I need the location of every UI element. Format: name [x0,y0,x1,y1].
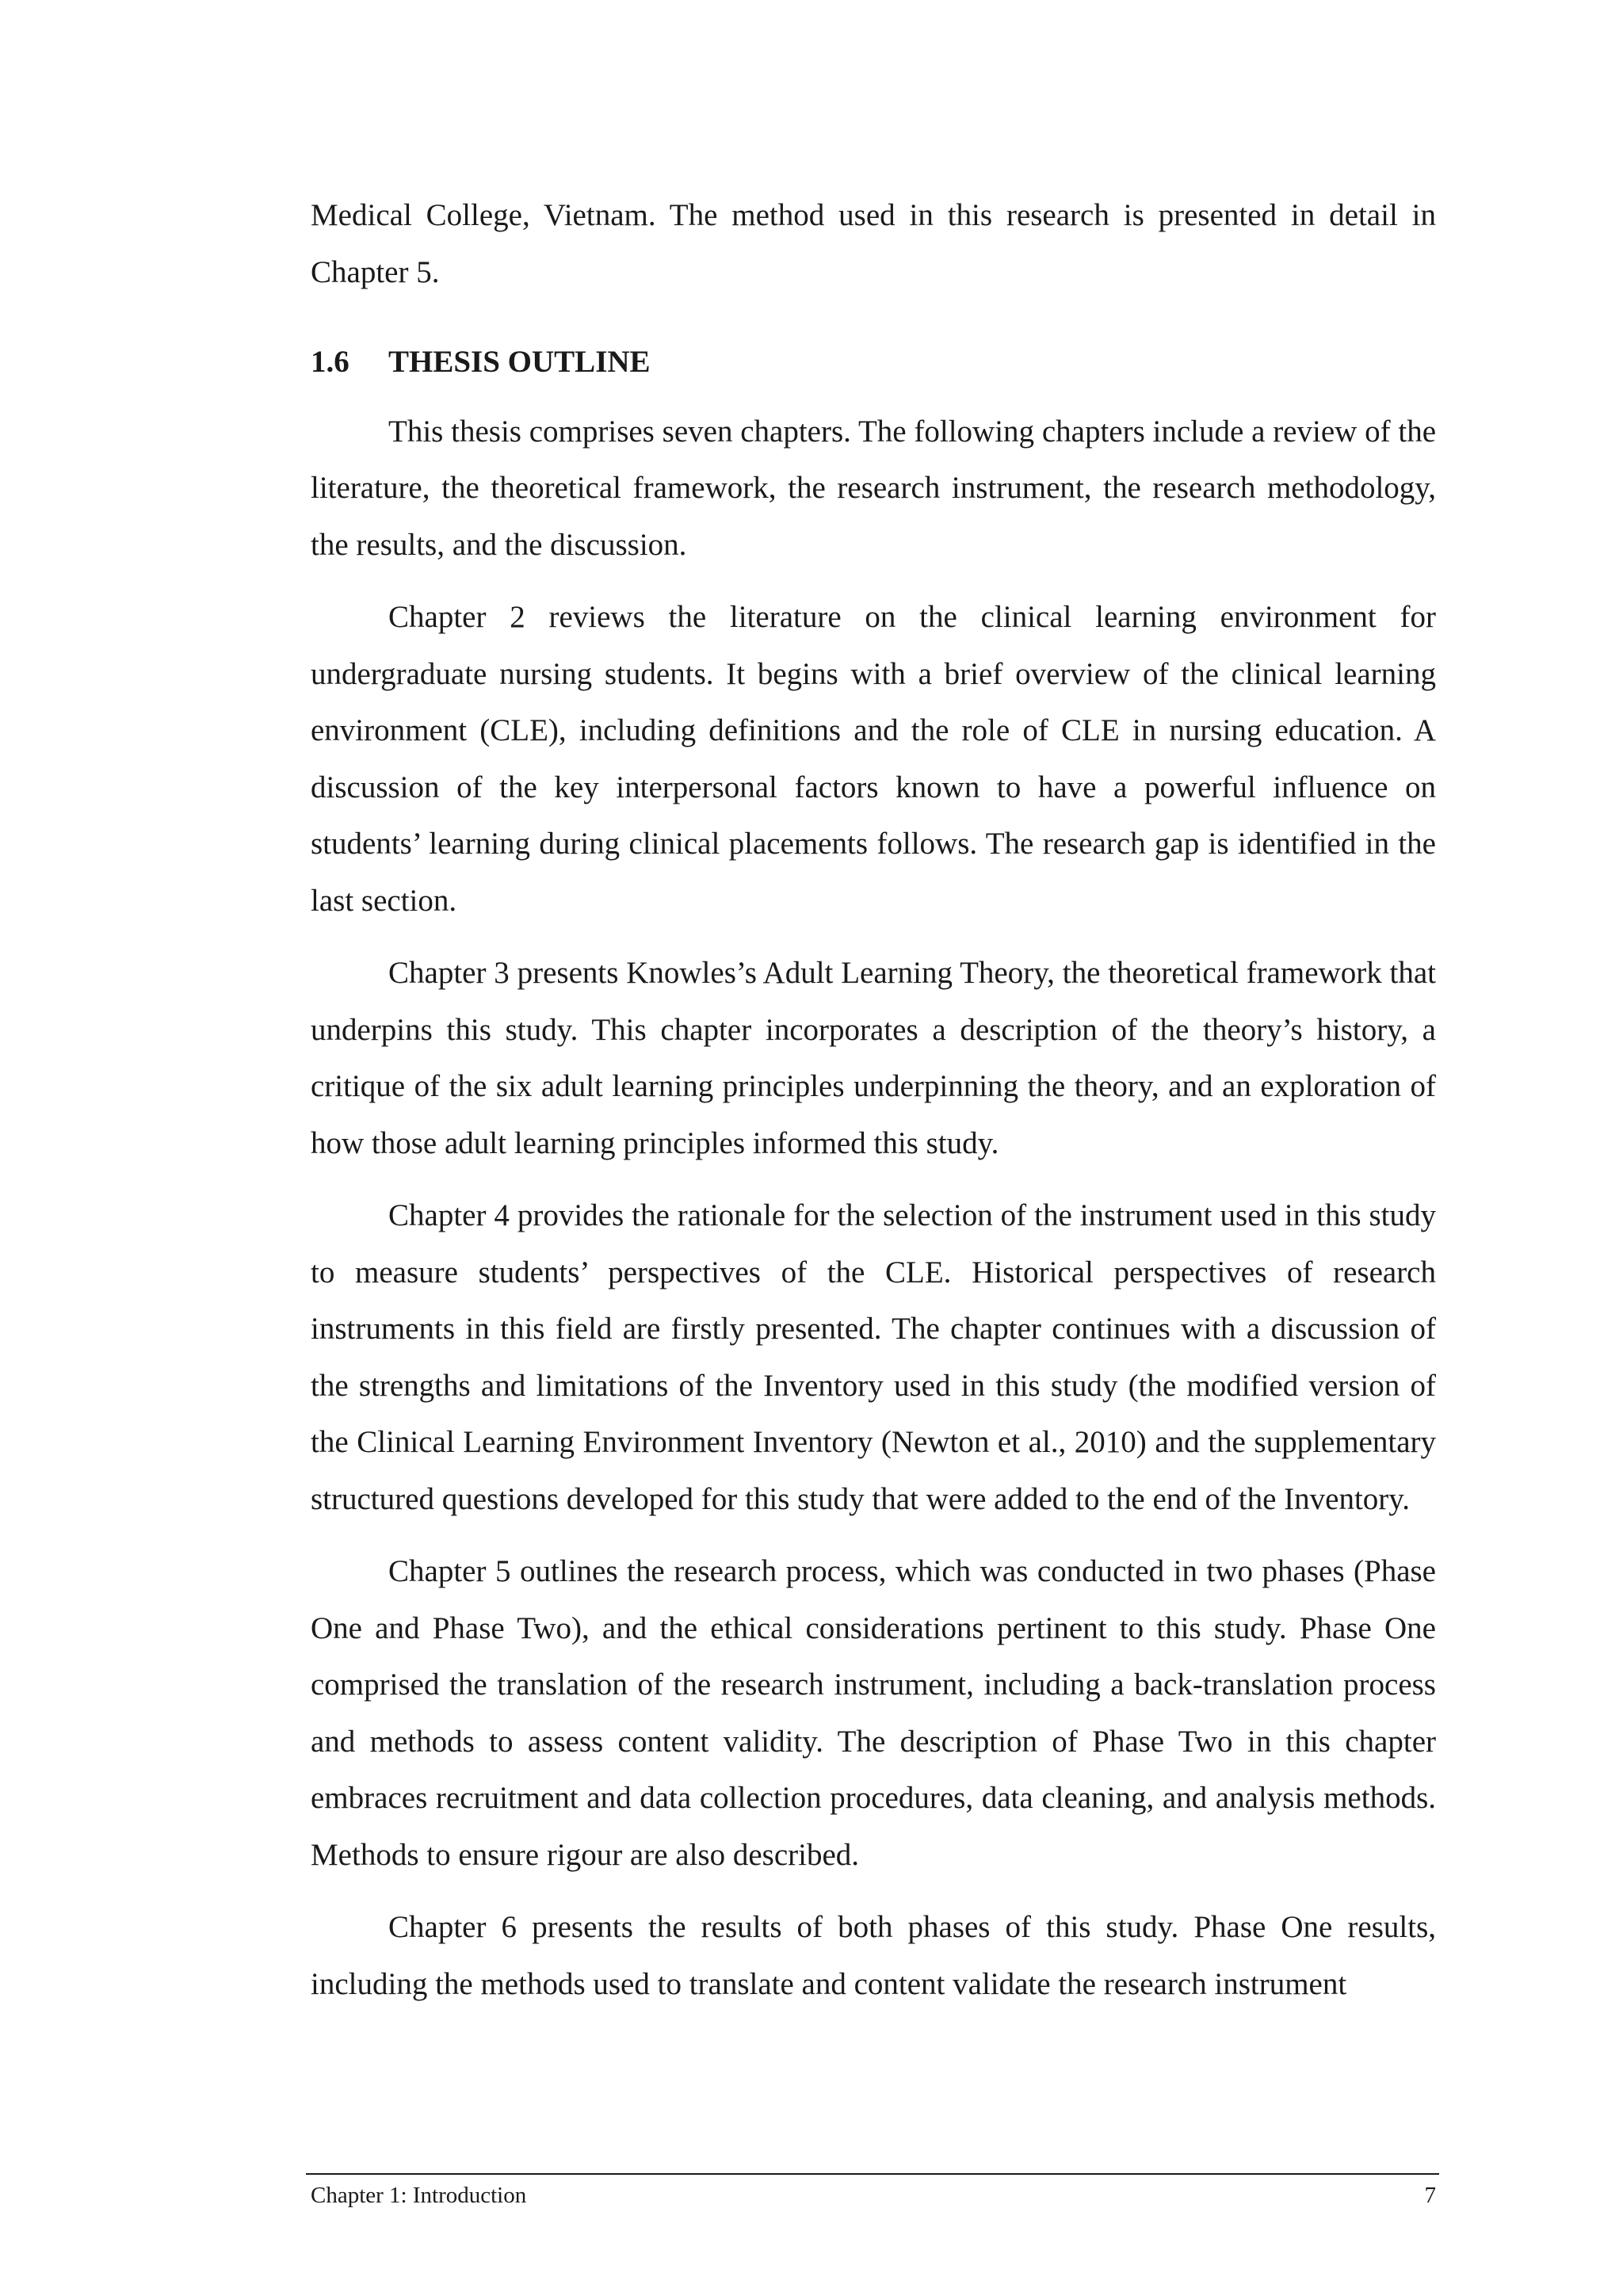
section-number: 1.6 [311,345,349,379]
footer-divider [306,2173,1439,2175]
paragraph-chapter-3: Chapter 3 presents Knowles’s Adult Learning Theory, the theoretical framework that underpins this study. This chapter incorporates a description of the theory’s history, a critique of the six adult learning principles underpinning the theory, and an exploration of how those adult learning principles informed this study. [311,956,1436,1160]
paragraph-chapter-2: Chapter 2 reviews the literature on the clinical learning environment for undergraduate nursing students. It begins with a brief overview of the clinical learning environment (CLE), including definitions and the role of CLE in nursing education. A discussion of the key interpersonal factors known to have a powerful influence on students’ learning during clinical placements follows. The research gap is identified in the last section. [311,600,1436,918]
footer-chapter-label: Chapter 1: Introduction [311,2183,527,2208]
continuation-paragraph: Medical College, Vietnam. The method used in this research is presented in detail in Chapter 5. [311,198,1436,289]
paragraph-chapter-6: Chapter 6 presents the results of both phases of this study. Phase One results, including the methods used to translate and content validate the research instrument [311,1910,1436,2001]
body-text [311,187,1436,2012]
paragraph-thesis-overview: This thesis comprises seven chapters. The following chapters include a review of the literature, the theoretical framework, the research instrument, the research methodology, the results, and the discussion. [311,414,1436,562]
section-title: THESIS OUTLINE [388,345,651,379]
paragraph-chapter-4: Chapter 4 provides the rationale for the selection of the instrument used in this study to measure students’ perspectives of the CLE. Historical perspectives of research instruments in this field are firstly presented. The chapter continues with a discussion of the strengths and limitations of the Inventory used in this study (the modified version of the Clinical Learning Environment Inventory (Newton et al., 2010) and the supplementary structured questions developed for this study that were added to the end of the Inventory. [311,1198,1436,1516]
page-number: 7 [1424,2183,1436,2208]
paragraph-chapter-5: Chapter 5 outlines the research process, which was conducted in two phases (Phase One and Phase Two), and the ethical considerations pertinent to this study. Phase One comprised the translation of the research instrument, including a back-translation process and methods to assess content validity. The description of Phase Two in this chapter embraces recruitment and data collection procedures, data cleaning, and analysis methods. Methods to ensure rigour are also described. [311,1554,1436,1872]
page-footer [311,2179,1436,2211]
section-heading [311,334,1436,391]
